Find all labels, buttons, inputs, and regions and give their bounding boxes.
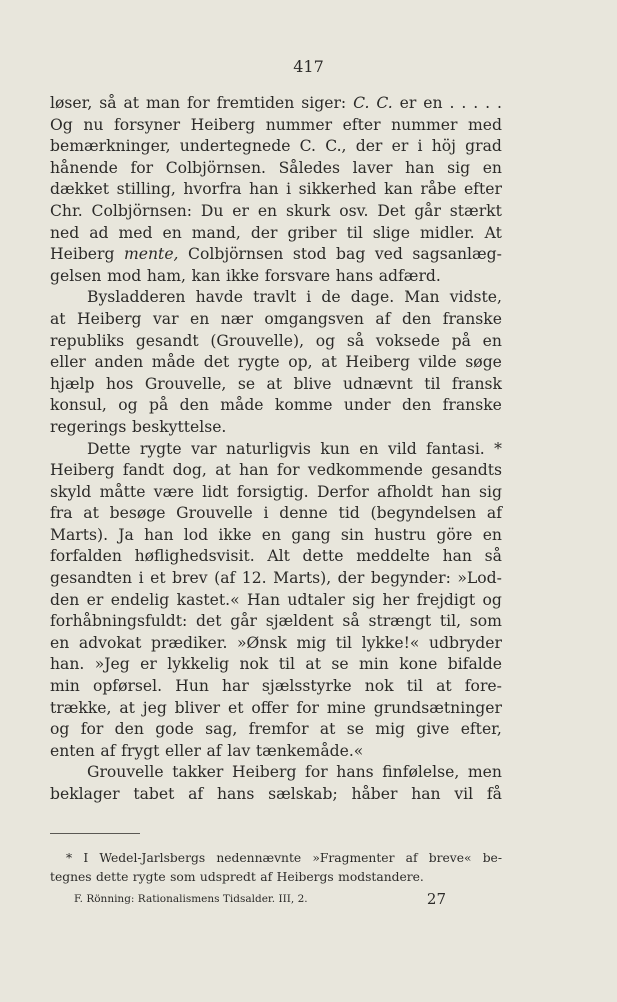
- body-line: Heiberg fandt dog, at han for vedkommende gesandts: [50, 461, 502, 480]
- sheet-number: 27: [426, 890, 446, 908]
- body-line: Og nu forsyner Heiberg nummer efter nummer med: [50, 115, 502, 134]
- body-line: gelsen mod ham, kan ikke forsvare hans adfærd.: [50, 266, 441, 285]
- body-line: republiks gesandt (Grouvelle), og så voksede på en: [50, 331, 502, 350]
- body-line: den er endelig kastet.« Han udtaler sig her frejdigt og: [50, 590, 502, 609]
- body-line: hånende for Colbjörnsen. Således laver han sig en: [50, 158, 502, 177]
- body-line: og for den gode sag, fremfor at se mig give efter,: [50, 720, 502, 739]
- footnote-divider: [50, 833, 140, 834]
- body-line: gesandten i et brev (af 12. Marts), der begynder: »Lod-: [50, 569, 502, 588]
- body-text: [50, 93, 502, 806]
- body-line: forfalden høflighedsvisit. Alt dette meddelte han så: [50, 547, 502, 566]
- body-line: at Heiberg var en nær omgangsven af den franske: [50, 309, 502, 328]
- body-line: hjælp hos Grouvelle, se at blive udnævnt til fransk: [50, 374, 502, 393]
- body-line: Heiberg mente, Colbjörnsen stod bag ved sagsanlæg-: [50, 245, 502, 264]
- body-line: min opførsel. Hun har sjælsstyrke nok til at fore-: [50, 677, 502, 696]
- printer-signature: [74, 889, 446, 909]
- body-line: eller anden måde det rygte op, at Heiberg vilde søge: [50, 353, 502, 372]
- body-line: Chr. Colbjörnsen: Du er en skurk osv. Det går stærkt: [50, 201, 502, 220]
- body-line: dækket stilling, hvorfra han i sikkerhed kan råbe efter: [50, 180, 502, 199]
- body-line: Grouvelle takker Heiberg for hans finfølelse, men: [87, 763, 502, 782]
- footnote-line: * I Wedel-Jarlsbergs nedennævnte »Fragmenter af breve« be-: [66, 851, 502, 865]
- body-line: ned ad med en mand, der griber til slige midler. At: [50, 223, 502, 242]
- body-line: skyld måtte være lidt forsigtig. Derfor afholdt han sig: [50, 482, 502, 501]
- body-line: fra at besøge Grouvelle i denne tid (begyndelsen af: [50, 504, 502, 523]
- body-line: Marts). Ja han lod ikke en gang sin hustru göre en: [50, 525, 502, 544]
- footnote: [50, 849, 502, 887]
- body-line: Dette rygte var naturligvis kun en vild fantasi. *: [87, 439, 502, 458]
- body-line: han. »Jeg er lykkelig nok til at se min kone bifalde: [50, 655, 502, 674]
- body-line: løser, så at man for fremtiden siger: C. C. er en . . . . .: [50, 94, 502, 112]
- body-line: trække, at jeg bliver et offer for mine grundsætninger: [50, 698, 502, 717]
- footnote-line: tegnes dette rygte som udspredt af Heibergs modstandere.: [50, 870, 424, 884]
- page-number: 417: [293, 57, 324, 76]
- body-line: konsul, og på den måde komme under den franske: [50, 396, 502, 415]
- body-line: bemærkninger, undertegnede C. C., der er i höj grad: [50, 137, 502, 156]
- body-line: Bysladderen havde travlt i de dage. Man vidste,: [87, 288, 502, 307]
- body-line: regerings beskyttelse.: [50, 417, 227, 436]
- signature-text: F. Rönning: Rationalismens Tidsalder. III, 2.: [74, 893, 308, 905]
- body-line: en advokat prædiker. »Ønsk mig til lykke!« udbryder: [50, 633, 502, 652]
- body-line: beklager tabet af hans sælskab; håber han vil få: [50, 785, 502, 803]
- body-line: forhåbningsfuldt: det går sjældent så strængt til, som: [50, 612, 502, 631]
- body-line: enten af frygt eller af lav tænkemåde.«: [50, 741, 364, 760]
